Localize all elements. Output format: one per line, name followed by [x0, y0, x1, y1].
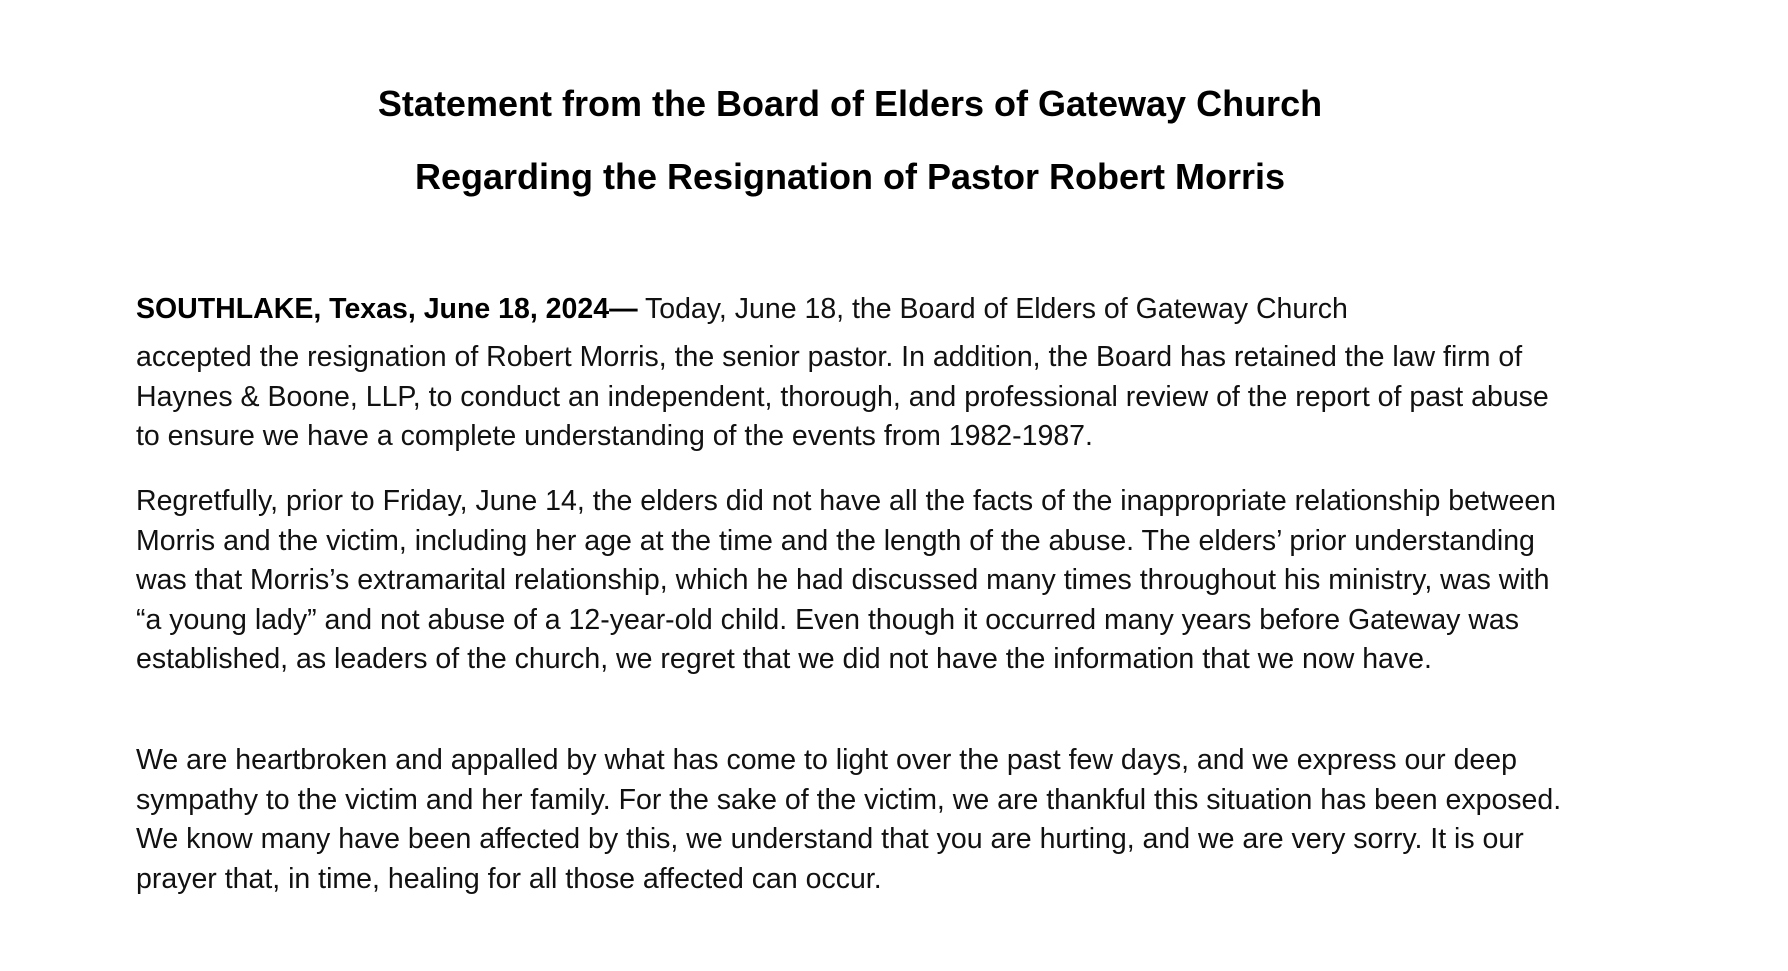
statement-title: Statement from the Board of Elders of Gateway Church	[377, 83, 1323, 124]
paragraph-1: accepted the resignation of Robert Morris, the senior pastor. In addition, the Board has retained the law firm of Haynes & Boone, LLP, to conduct an independent, thorough, and professional review of the report of past abuse to ensure we have a complete understanding of the events from 1982-1987.	[136, 341, 1549, 452]
dateline: SOUTHLAKE, Texas, June 18, 2024—	[136, 293, 638, 325]
paragraph-3: We are heartbroken and appalled by what has come to light over the past few days, and we express our deep sympathy to the victim and her family. For the sake of the victim, we are thankful this situation has been exposed. We know many have been affected by this, we understand that you are hurting, and we are very sorry. It is our prayer that, in time, healing for all those affected can occur.	[136, 744, 1562, 895]
paragraph-1-first-line	[136, 290, 1566, 330]
paragraph-2: Regretfully, prior to Friday, June 14, the elders did not have all the facts of the inappropriate relationship between Morris and the victim, including her age at the time and the length of the abuse. The elders’ prior understanding was that Morris’s extramarital relationship, which he had discussed many times throughout his ministry, was with “a young lady” and not abuse of a 12-year-old child. Even though it occurred many years before Gateway was established, as leaders of the church, we regret that we did not have the information that we now have.	[136, 485, 1557, 675]
paragraph-1-lead: Today, June 18, the Board of Elders of Gateway Church	[637, 293, 1348, 325]
statement-subtitle: Regarding the Resignation of Pastor Robert Morris	[414, 156, 1286, 197]
